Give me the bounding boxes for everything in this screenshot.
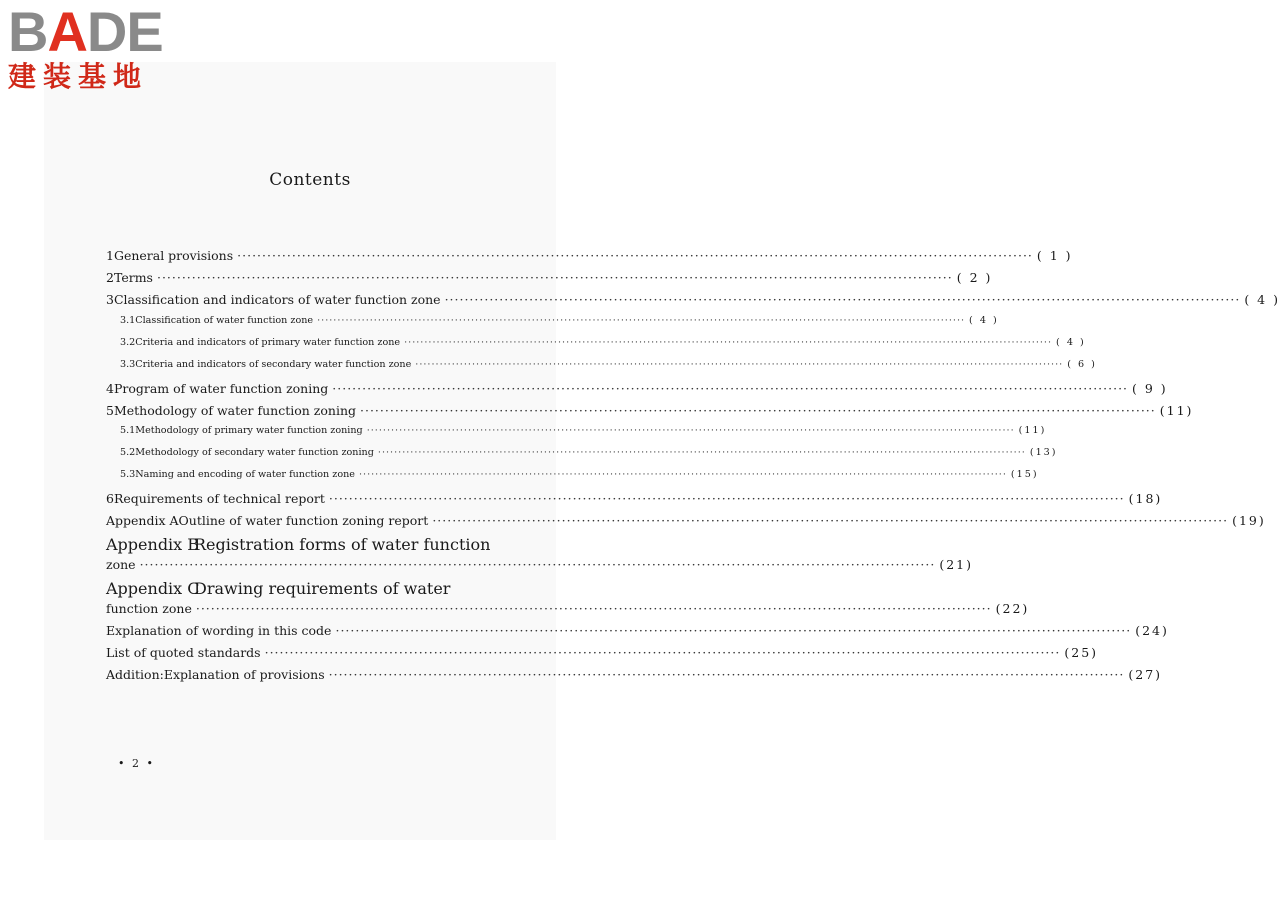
toc-entry[interactable] [106, 623, 1169, 638]
toc-entry-number: 6 [106, 491, 114, 506]
toc-leader-dots: ································································································································································ [328, 491, 1125, 506]
toc-entry-number: 2 [106, 270, 114, 285]
toc-leader-dots: ································································································································································ [432, 513, 1229, 528]
toc-entry-label: Terms [113, 270, 153, 285]
toc-entry-label: Methodology of water function zoning [113, 403, 356, 418]
toc-entry-page: ( 2 ) [956, 270, 993, 285]
page-title: Contents [269, 170, 351, 190]
toc-entry-number: Appendix B [106, 535, 200, 554]
toc-entry-label: function zone [106, 601, 192, 616]
toc-entry[interactable] [106, 292, 1280, 307]
toc-entry-number: 3.1 [120, 315, 136, 326]
toc-entry-label: Registration forms of water function [194, 535, 491, 554]
toc-leader-dots: ································································································································································ [237, 248, 1033, 263]
toc-entry-label: Methodology of primary water function zoning [135, 425, 363, 436]
toc-entry-page: (15) [1010, 469, 1039, 480]
toc-entry-number: 3.3 [120, 359, 136, 370]
toc-entry-number: 5.1 [120, 425, 136, 436]
toc-entry[interactable] [106, 469, 1039, 480]
toc-leader-dots: ································································································································································ [332, 381, 1129, 396]
toc-leader-dots: ································································································································································ [415, 359, 1064, 370]
toc-leader-dots: ································································································································································ [366, 425, 1015, 436]
toc-entry-number: 3.2 [120, 337, 136, 348]
toc-entry[interactable] [106, 645, 1099, 660]
toc-leader-dots: ································································································································································ [335, 623, 1132, 638]
logo-subtitle: 建装基地 [8, 60, 149, 93]
toc-entry-page: (24) [1135, 623, 1169, 638]
toc-entry-label: Drawing requirements of water [194, 579, 451, 598]
toc-entry[interactable] [106, 381, 1168, 396]
toc-entry-page: (19) [1232, 513, 1266, 528]
toc-entry[interactable] [106, 403, 1194, 418]
toc-entry[interactable] [106, 513, 1266, 528]
toc-entry-label: Addition:Explanation of provisions [106, 667, 325, 682]
toc-entry-page: (18) [1128, 491, 1163, 506]
toc-entry-label: Criteria and indicators of primary water function zone [135, 337, 401, 348]
toc-leader-dots: ································································································································································ [317, 315, 966, 326]
toc-entry-page: (27) [1128, 667, 1163, 682]
toc-leader-dots: ································································································································································ [264, 645, 1061, 660]
toc-leader-dots: ································································································································································ [377, 447, 1026, 458]
toc-entry-page: (22) [995, 601, 1030, 616]
toc-entry[interactable] [106, 667, 1163, 682]
toc-entry[interactable] [106, 248, 1073, 263]
toc-entry-page: ( 4 ) [1056, 337, 1086, 348]
toc-entry[interactable] [106, 359, 1097, 370]
toc-entry-label: Explanation of wording in this code [106, 623, 332, 638]
toc-entry-label: General provisions [113, 248, 234, 263]
toc-entry-page: ( 4 ) [969, 315, 999, 326]
toc-entry[interactable] [106, 579, 512, 598]
brand-logo [8, 0, 178, 94]
toc-entry[interactable] [106, 425, 1047, 436]
page-number: • 2 • [118, 757, 155, 770]
toc-entry[interactable] [106, 337, 1086, 348]
toc-leader-dots: ································································································································································ [139, 557, 936, 572]
toc-leader-dots: ································································································································································ [328, 667, 1125, 682]
toc-leader-dots: ································································································································································ [195, 601, 992, 616]
toc-entry[interactable] [106, 557, 973, 572]
toc-leader-dots: ································································································································································ [360, 403, 1156, 418]
toc-entry-number: 5 [106, 403, 114, 418]
toc-leader-dots: ································································································································································ [404, 337, 1053, 348]
toc-leader-dots: ································································································································································ [156, 270, 953, 285]
toc-leader-dots: ································································································································································ [444, 292, 1241, 307]
logo-brand: BADE [8, 0, 163, 63]
toc-entry-label: zone [106, 557, 136, 572]
toc-entry-page: ( 4 ) [1244, 292, 1280, 307]
toc-entry[interactable] [106, 491, 1163, 506]
toc-entry-page: (11) [1159, 403, 1194, 418]
toc-entry-label: Program of water function zoning [113, 381, 329, 396]
toc-entry[interactable] [106, 270, 993, 285]
toc-entry-number: 5.3 [120, 469, 136, 480]
toc-entry-label: Criteria and indicators of secondary water function zone [135, 359, 412, 370]
toc-entry[interactable] [106, 601, 1030, 616]
toc-entry-page: (21) [939, 557, 973, 572]
toc-entry-label: Methodology of secondary water function zoning [135, 447, 374, 458]
toc-entry-number: 3 [106, 292, 114, 307]
toc-entry[interactable] [106, 535, 512, 554]
toc-entry-page: ( 6 ) [1067, 359, 1097, 370]
toc-entry-number: 5.2 [120, 447, 136, 458]
toc-entry-page: (11) [1018, 425, 1047, 436]
toc-entry-label: Outline of water function zoning report [178, 513, 429, 528]
toc-entry-number: Appendix C [106, 579, 200, 598]
toc-entry-number: 1 [106, 248, 114, 263]
toc-entry-number: Appendix A [106, 513, 179, 528]
toc-entry-label: Classification and indicators of water function zone [113, 292, 441, 307]
toc-entry[interactable] [106, 447, 1058, 458]
toc-entry-page: ( 1 ) [1036, 248, 1073, 263]
toc-entry-page: (13) [1029, 447, 1058, 458]
toc-entry-label: Requirements of technical report [113, 491, 325, 506]
toc-entry-label: Naming and encoding of water function zone [135, 469, 355, 480]
toc-entry-number: 4 [106, 381, 114, 396]
toc-entry-page: ( 9 ) [1132, 381, 1168, 396]
toc-entry[interactable] [106, 315, 999, 326]
toc-entry-page: (25) [1064, 645, 1099, 660]
toc-entry-label: Classification of water function zone [135, 315, 314, 326]
toc-leader-dots: ································································································································································ [358, 469, 1007, 480]
toc-entry-label: List of quoted standards [106, 645, 261, 660]
